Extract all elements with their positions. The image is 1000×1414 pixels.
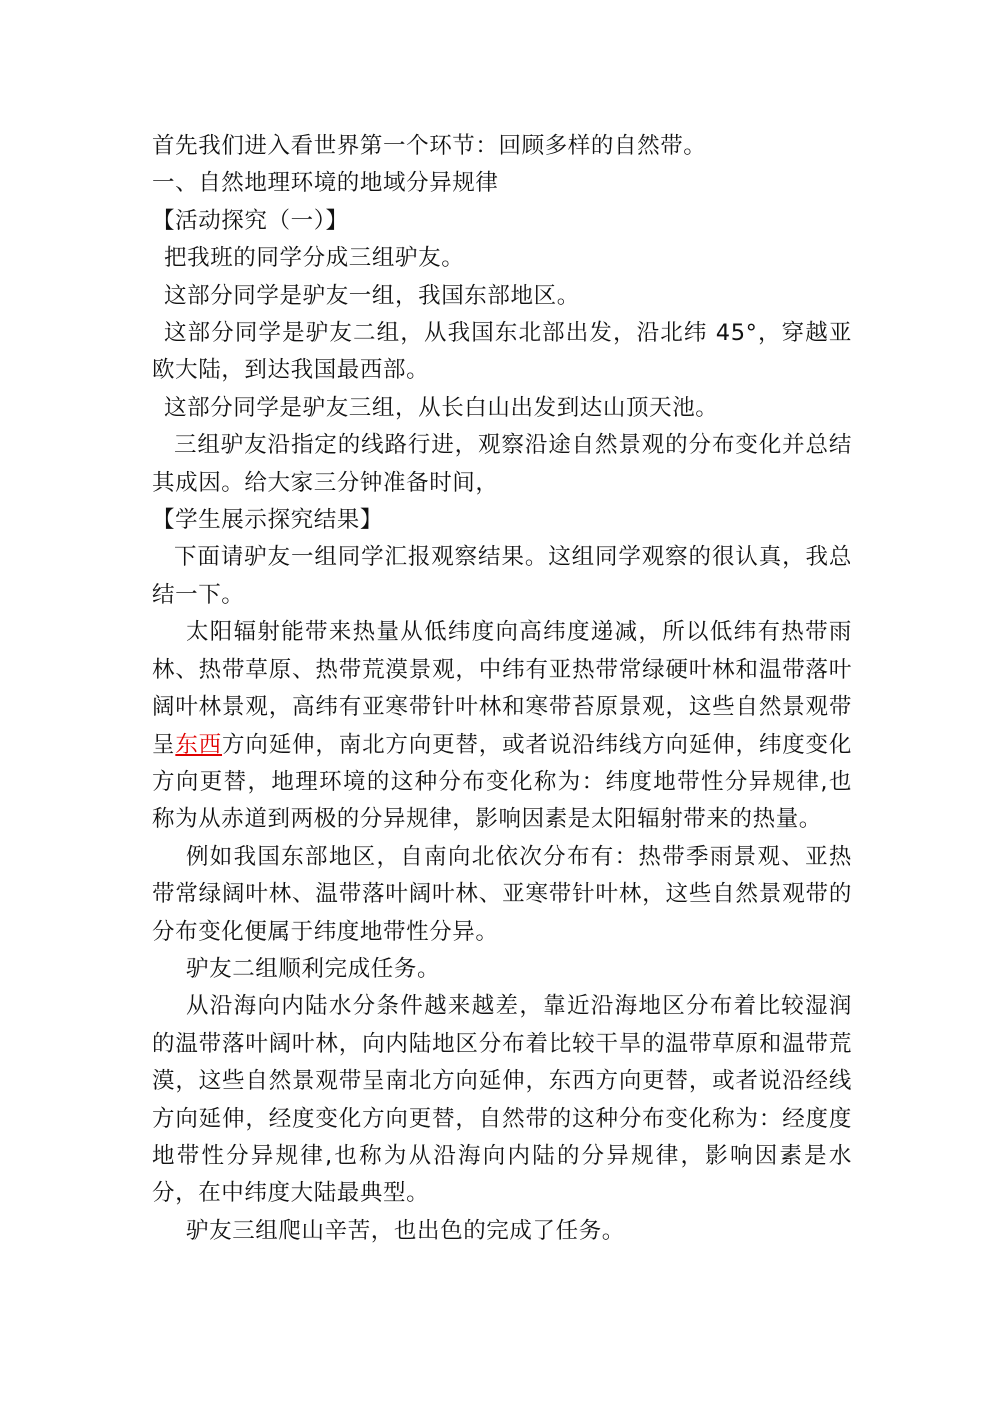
section-heading: 一、自然地理环境的地域分异规律 — [152, 170, 499, 197]
example-paragraph: 例如我国东部地区，自南向北依次分布有：热带季雨景观、亚热带常绿阔叶林、温带落叶阔叶林、亚寒带针叶林，这些自然景观带的分布变化便属于纬度地带性分异。 — [152, 843, 852, 945]
activity-paragraph: 把我班的同学分成三组驴友。 — [164, 245, 465, 272]
longitudinal-paragraph: 从沿海向内陆水分条件越来越差，靠近沿海地区分布着比较湿润的温带落叶阔叶林，向内陆地区分布着比较干旱的温带草原和温带荒漠，这些自然景观带呈南北方向延伸，东西方向更替，或者说沿经线方向延伸，经度变化方向更替，自然带的这种分布变化称为：经度度地带性分异规律,也称为从沿海向内陆的分异规律，影响因素是水分，在中纬度大陆最典型。 — [152, 993, 852, 1207]
activity-paragraph: 这部分同学是驴友二组，从我国东北部出发，沿北纬 45°，穿越亚欧大陆，到达我国最西部。 — [152, 320, 852, 384]
document-page — [152, 128, 852, 1250]
activity-paragraph: 三组驴友沿指定的线路行进，观察沿途自然景观的分布变化并总结其成因。给大家三分钟准备时间， — [152, 432, 852, 496]
activity-paragraph: 这部分同学是驴友三组，从长白山出发到达山顶天池。 — [164, 394, 719, 421]
group3-done-paragraph: 驴友三组爬山辛苦，也出色的完成了任务。 — [186, 1217, 625, 1244]
latitudinal-text-before: 太阳辐射能带来热量从低纬度向高纬度递减，所以低纬有热带雨林、热带草原、热带荒漠景观，中纬有亚热带常绿硬叶林和温带落叶阔叶林景观，高纬有亚寒带针叶林和寒带苔原景观，这些自然景观带呈 — [152, 619, 852, 758]
intro-line: 首先我们进入看世界第一个环节：回顾多样的自然带。 — [152, 133, 707, 159]
group1-intro-paragraph: 下面请驴友一组同学汇报观察结果。这组同学观察的很认真，我总结一下。 — [152, 544, 852, 608]
activity-heading: 【活动探究（一）】 — [152, 207, 349, 234]
latitudinal-paragraph — [152, 614, 852, 838]
latitudinal-text-after: 方向延伸，南北方向更替，或者说沿纬线方向延伸，纬度变化方向更替，地理环境的这种分布变化称为：纬度地带性分异规律,也称为从赤道到两极的分异规律，影响因素是太阳辐射带来的热量。 — [152, 731, 852, 833]
activity-paragraph: 这部分同学是驴友一组，我国东部地区。 — [164, 282, 580, 309]
results-heading: 【学生展示探究结果】 — [152, 507, 384, 534]
group2-done-paragraph: 驴友二组顺利完成任务。 — [186, 955, 441, 982]
highlighted-term: 东西 — [175, 731, 223, 758]
